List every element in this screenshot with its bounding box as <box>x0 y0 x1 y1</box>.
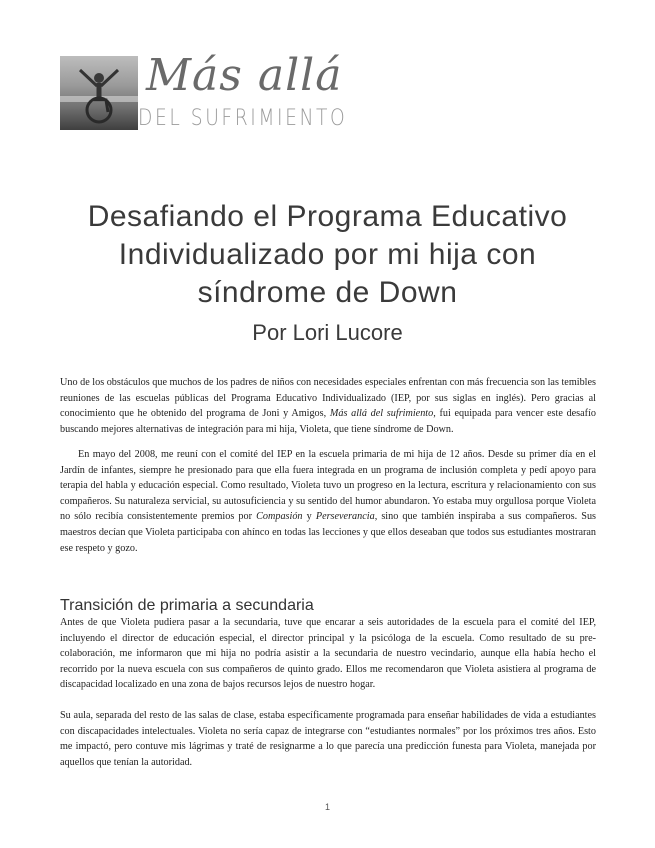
logo-photo <box>60 56 138 130</box>
author-byline: Por Lori Lucore <box>252 320 403 345</box>
award-perseverancia: Perseverancia <box>315 511 375 523</box>
paragraph-2-text-a: En mayo del 2008, me reuní con el comité del IEP en la escuela primaria de mi hija de 12 años. Desde su primer día en el Jardín de infantes, siempre he presionado para que ella fuera integrada en un programa de inclusión completa y pedí apoyo para terapia del habla y educación especial. Como resultado, Violeta tuvo un progreso en la lectura, escritura y relacionamiento con sus compañeros. Su naturaleza servicial, su autosuficiencia y su sentido del humor abundaron. Yo estaba muy orgullosa porque Violeta no sólo recibía consistentemente premios por <box>60 449 596 523</box>
section-heading: Transición de primaria a secundaria <box>60 597 314 614</box>
paragraph-4: Su aula, separada del resto de las salas de clase, estaba específicamente programada para enseñar habilidades de vida a estudiantes con discapacidades intelectuales. Violeta no sería capaz de integrarse con “estudiantes normales” por los próximos tres años. Esto me impactó, pero contuve mis lágrimas y traté de resignarme a lo que parecía una predicción funesta para Violeta, manejada por aquellos que tenían la autoridad. <box>60 710 596 768</box>
logo <box>60 50 350 134</box>
paragraph-2-text-mid: y <box>302 511 316 523</box>
title-line-2: Individualizado por mi hija con <box>118 238 537 271</box>
title-line-3: síndrome de Down <box>197 276 458 309</box>
logo-script-text: Más allá <box>146 50 343 101</box>
program-name-italic: Más allá del sufrimiento <box>329 408 434 420</box>
page-title <box>40 198 615 312</box>
paragraph-intro-text-a: Uno de los obstáculos que muchos de los padres de niños con necesidades especiales enfrentan con más frecuencia son las temibles reuniones de las escuelas públicas del Programa Educativo Individualizado (IEP, por sus siglas en inglés). Pero gracias al conocimiento que he obtenido del programa de Joni y Amigos, <box>60 377 596 420</box>
page-number: 1 <box>324 802 330 812</box>
paragraph-intro <box>60 375 596 437</box>
award-compasion: Compasión <box>256 511 303 523</box>
paragraph-2-text-b: , sino que también inspiraba a sus compañeros. Sus maestros decían que Violeta participaba con ahínco en todas las lecciones y que ellos deseaban que todos sus estudiantes mostraran ese respeto y gozo. <box>60 511 596 554</box>
paragraph-3: Antes de que Violeta pudiera pasar a la secundaria, tuve que encarar a seis autoridades de la escuela para el comité del IEP, incluyendo el director de educación especial, el director principal y la psicóloga de la escuela. Como resultado de su pre-colaboración, me informaron que mi hija no podría asistir a la secundaria de nuestro vecindario, aunque ella había hecho el recorrido por la nueva escuela con sus compañeros de quinto grado. Ellos me recomendaron que Violeta asistiera al programa de discapacidad localizado en una zona de bajos recursos lejos de nuestro hogar. <box>60 617 596 691</box>
title-line-1: Desafiando el Programa Educativo <box>87 200 568 233</box>
logo-subtitle: DEL SUFRIMIENTO <box>138 106 348 131</box>
paragraph-intro-text-b: , fui equipada para vencer este desafío buscando mejores alternativas de integración para mi hija, Violeta, que tiene síndrome de Down. <box>60 408 596 435</box>
paragraph-2 <box>60 447 596 556</box>
